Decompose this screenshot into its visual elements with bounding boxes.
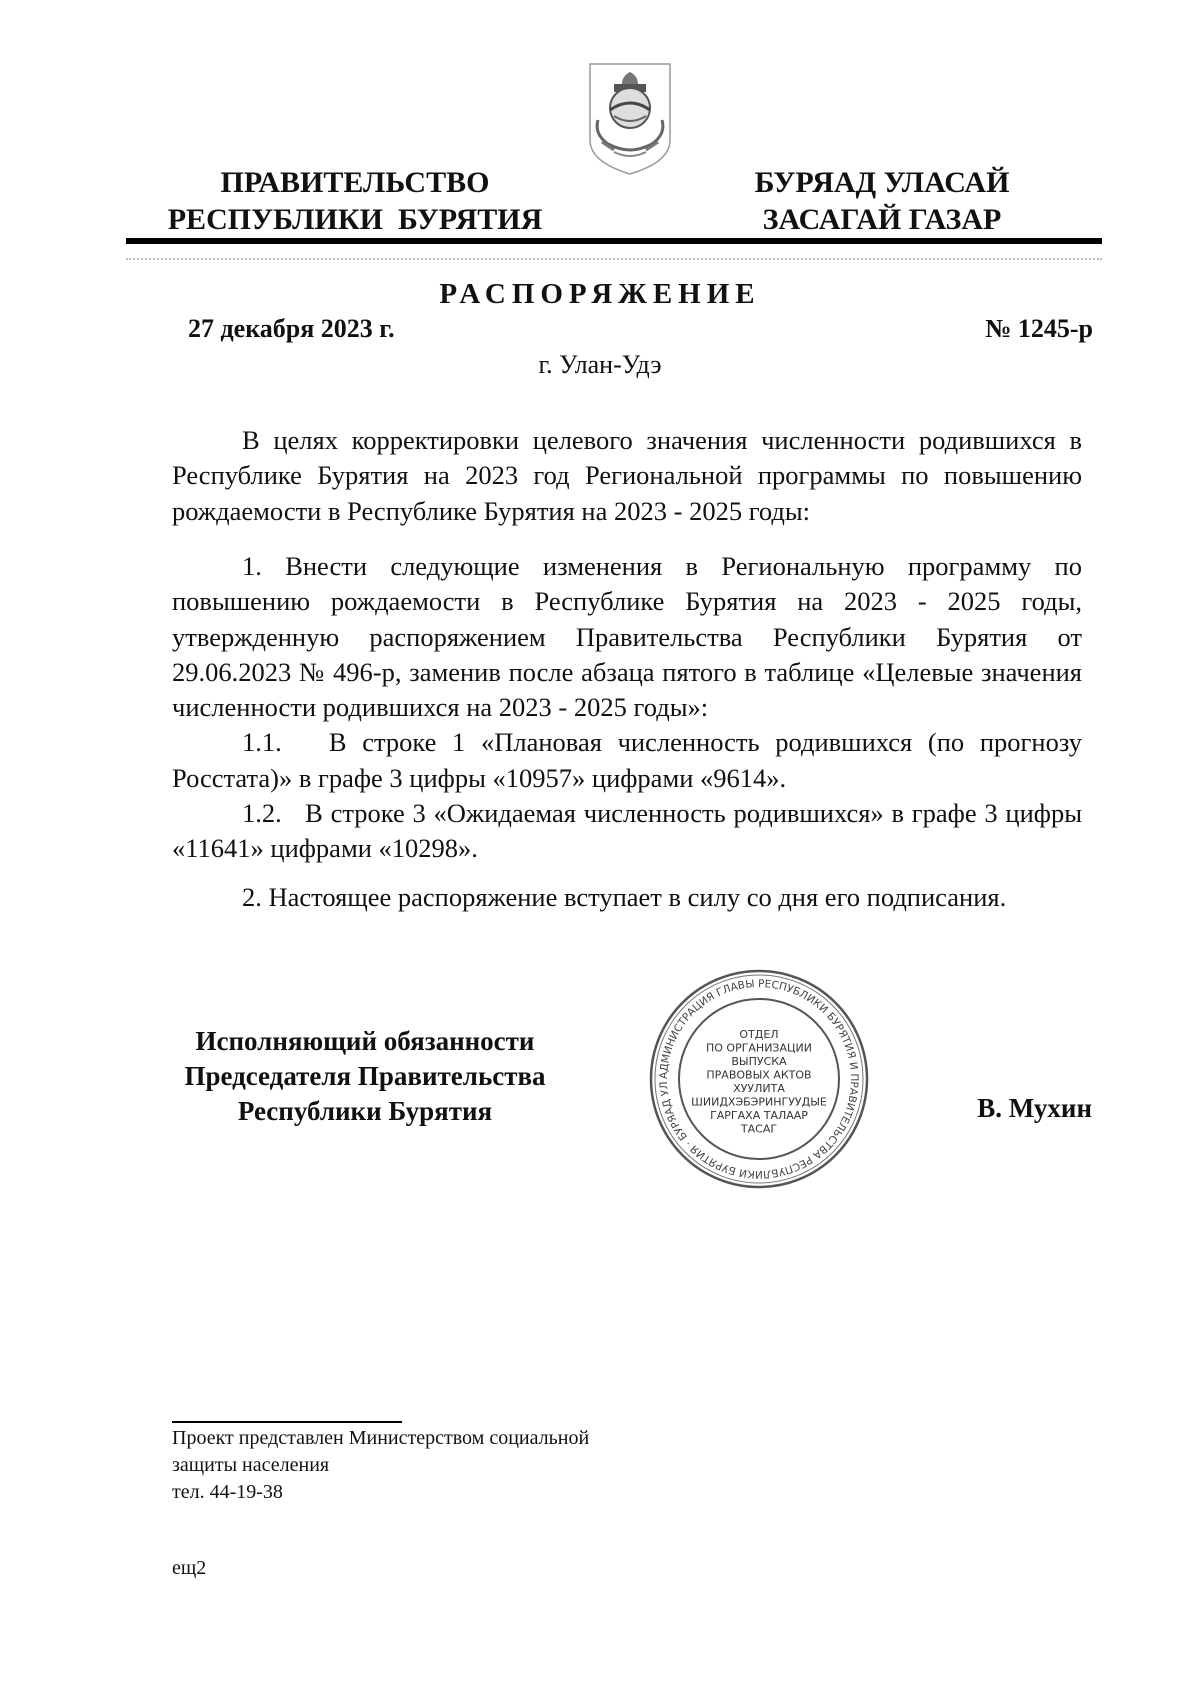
footnote-divider xyxy=(172,1421,402,1423)
signatory-title-line3: Республики Бурятия xyxy=(237,1096,493,1126)
header-divider-dotted xyxy=(126,258,1102,260)
stamp-center-line: ПО ОРГАНИЗАЦИИ xyxy=(705,1041,813,1055)
stamp-center-line: ПРАВОВЫХ АКТОВ xyxy=(706,1068,812,1082)
header-right-block xyxy=(712,164,1052,238)
header-right-line1: БУРЯАД УЛАСАЙ xyxy=(754,166,1010,199)
stamp-center-line: ГАРГАХА ТАЛААР xyxy=(710,1109,808,1122)
footnote-phone: тел. 44-19-38 xyxy=(172,1481,283,1503)
intro-paragraph-block xyxy=(172,423,1082,529)
footnote-line2: защиты населения xyxy=(172,1454,330,1476)
header-right-line2: ЗАСАГАЙ ГАЗАР xyxy=(762,203,1002,236)
header-left-line2: РЕСПУБЛИКИ БУРЯТИЯ xyxy=(167,203,543,236)
document-type-title: РАСПОРЯЖЕНИЕ xyxy=(439,278,761,310)
header-left-line1: ПРАВИТЕЛЬСТВО xyxy=(220,166,490,199)
item-2-paragraph: 2. Настоящее распоряжение вступает в силу со дня его подписания. xyxy=(242,882,1007,912)
official-stamp xyxy=(648,968,870,1190)
items-block xyxy=(172,549,1082,867)
signatory-name: В. Мухин xyxy=(977,1093,1092,1123)
document-number: № 1245-р xyxy=(985,314,1093,343)
item-1-paragraph: 1. Внести следующие изменения в Региональную программу по повышению рождаемости в Республике Бурятия на 2023 - 2025 годы, утвержденную распоряжением Правительства Республики Бурятия от 29.06.2023 № 496-р, заменив после абзаца пятого в таблице «Целевые значения численности родившихся на 2023 - 2025 годы»: xyxy=(172,551,1082,723)
item-1-1-paragraph: 1.1. В строке 1 «Плановая численность родившихся (по прогнозу Росстата)» в графе 3 цифры «10957» цифрами «9614». xyxy=(172,727,1082,793)
stamp-center-line: ВЫПУСКА xyxy=(731,1055,787,1068)
stamp-center-line: ОТДЕЛ xyxy=(739,1028,779,1041)
item-1-2-paragraph: 1.2. В строке 3 «Ожидаемая численность родившихся» в графе 3 цифры «11641» цифрами «10298». xyxy=(172,798,1082,864)
item-2-block xyxy=(172,880,1082,915)
signatory-title-line1: Исполняющий обязанности xyxy=(195,1026,535,1056)
intro-paragraph: В целях корректировки целевого значения численности родившихся в Республике Бурятия на 2023 год Региональной программы по повышению рождаемости в Республике Бурятия на 2023 - 2025 годы: xyxy=(172,425,1082,526)
footnote-block xyxy=(172,1425,589,1506)
header-divider-thick xyxy=(126,238,1102,244)
stamp-ring-text: АДМИНИСТРАЦИЯ ГЛАВЫ РЕСПУБЛИКИ БУРЯТИЯ И ПРАВИТЕЛЬСТВА РЕСПУБЛИКИ БУРЯТИЯ · БУРЯАД УЛ xyxy=(657,977,861,1181)
coat-of-arms-emblem xyxy=(584,58,676,178)
stamp-center-line: ШИИДХЭБЭРИНГУУДЫЕ xyxy=(691,1095,827,1109)
header-left-block xyxy=(160,164,550,238)
stamp-center-line: ТАСАГ xyxy=(740,1122,778,1136)
document-date: 27 декабря 2023 г. xyxy=(188,314,395,343)
signatory-title xyxy=(170,1024,560,1129)
footnote-line1: Проект представлен Министерством социальной xyxy=(172,1427,590,1449)
document-city: г. Улан-Удэ xyxy=(538,350,662,379)
signatory-title-line2: Председателя Правительства xyxy=(184,1061,546,1091)
document-code: ещ2 xyxy=(172,1557,207,1579)
stamp-center-line: ХУУЛИТА xyxy=(733,1082,785,1095)
